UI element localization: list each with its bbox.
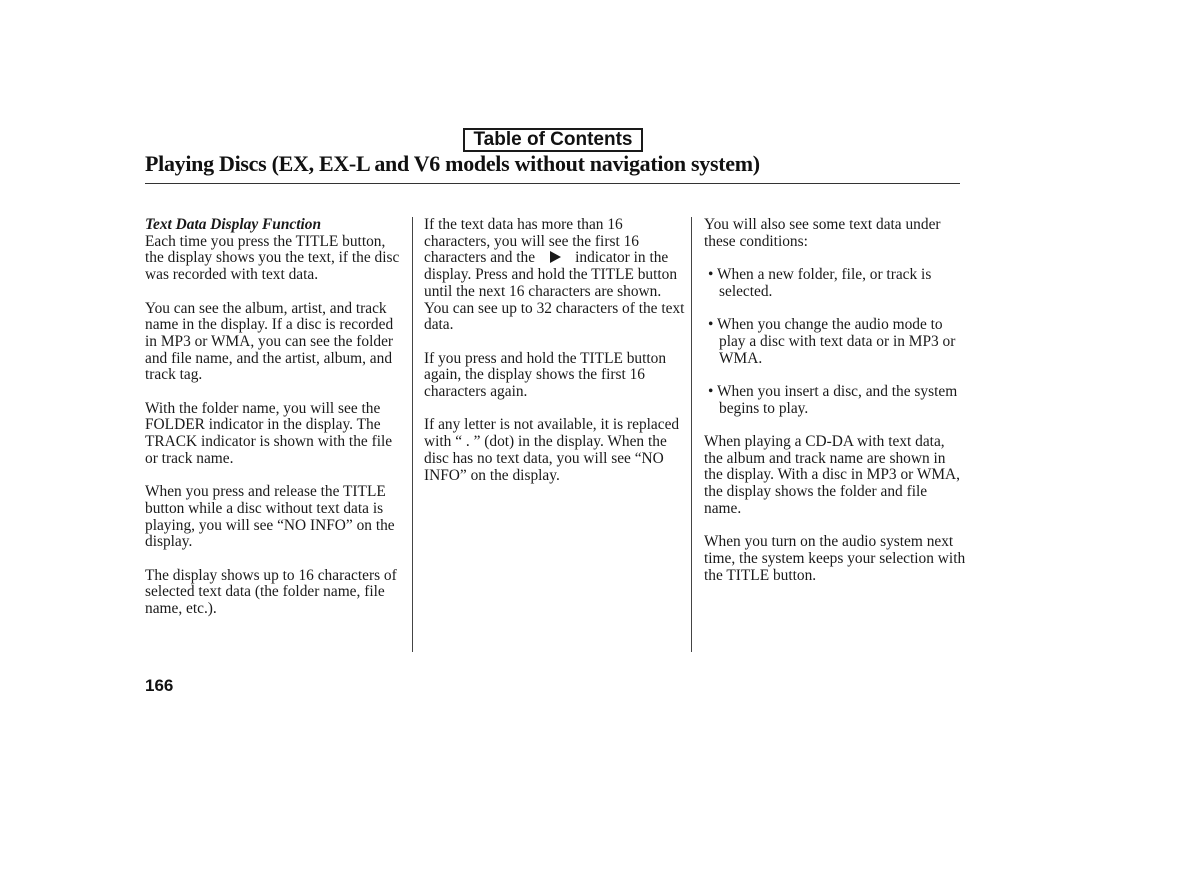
paragraph: When you turn on the audio system next time, the system keeps your selection with the TITLE button. bbox=[704, 533, 966, 584]
page-number: 166 bbox=[145, 676, 174, 695]
paragraph: You can see the album, artist, and track name in the display. If a disc is recorded in MP3 or WMA, you can see the folder and file name, and the artist, album, and track tag. bbox=[145, 299, 394, 384]
paragraph: You will also see some text data under these conditions: bbox=[704, 216, 941, 250]
paragraph: If you press and hold the TITLE button again, the display shows the first 16 characters again. bbox=[424, 349, 667, 401]
column-3 bbox=[704, 217, 966, 601]
title-rule bbox=[145, 183, 960, 184]
bullet-item: • When a new folder, file, or track is selected. bbox=[708, 266, 932, 300]
page-title: Playing Discs (EX, EX-L and V6 models without navigation system) bbox=[145, 151, 760, 176]
paragraph-text: If the text data has more than 16 characters, you will see the first 16 characters and the bbox=[424, 216, 639, 267]
bullet-item: • When you insert a disc, and the system begins to play. bbox=[708, 382, 958, 417]
section-paragraph-intro bbox=[145, 217, 407, 284]
column-divider bbox=[412, 217, 413, 652]
table-of-contents-button[interactable]: Table of Contents bbox=[463, 128, 643, 152]
column-divider bbox=[691, 217, 692, 652]
paragraph: With the folder name, you will see the FOLDER indicator in the display. The TRACK indicator is shown with the file or track name. bbox=[145, 399, 393, 467]
play-triangle-icon bbox=[550, 251, 561, 263]
bullet-text: When you insert a disc, and the system begins to play. bbox=[716, 382, 958, 417]
paragraph-text: indicator in the display. Press and hold the TITLE button until the next 16 characters are shown. You can see up to 32 characters of the text data. bbox=[424, 249, 685, 334]
column-2 bbox=[424, 217, 686, 501]
paragraph: When you press and release the TITLE button while a disc without text data is playing, you will see “NO INFO” on the display. bbox=[145, 483, 395, 551]
paragraph-text: Each time you press the TITLE button, the display shows you the text, if the disc was recorded with text data. bbox=[145, 232, 400, 284]
bullet-text: When you change the audio mode to play a disc with text data or in MP3 or WMA. bbox=[716, 316, 956, 367]
bullet-text: When a new folder, file, or track is selected. bbox=[716, 266, 932, 300]
paragraph: If any letter is not available, it is replaced with “ . ” (dot) in the display. When the disc has no text data, you will see “NO INFO” on the display. bbox=[424, 416, 680, 484]
paragraph: The display shows up to 16 characters of selected text data (the folder name, file name, etc.). bbox=[145, 566, 397, 618]
section-heading: Text Data Display Function bbox=[145, 216, 322, 233]
paragraph bbox=[424, 217, 686, 334]
column-1 bbox=[145, 217, 407, 635]
bullet-item: • When you change the audio mode to play a disc with text data or in MP3 or WMA. bbox=[708, 316, 956, 367]
paragraph: When playing a CD-DA with text data, the album and track name are shown in the display. With a disc in MP3 or WMA, the display shows the folder and file name. bbox=[704, 433, 961, 517]
